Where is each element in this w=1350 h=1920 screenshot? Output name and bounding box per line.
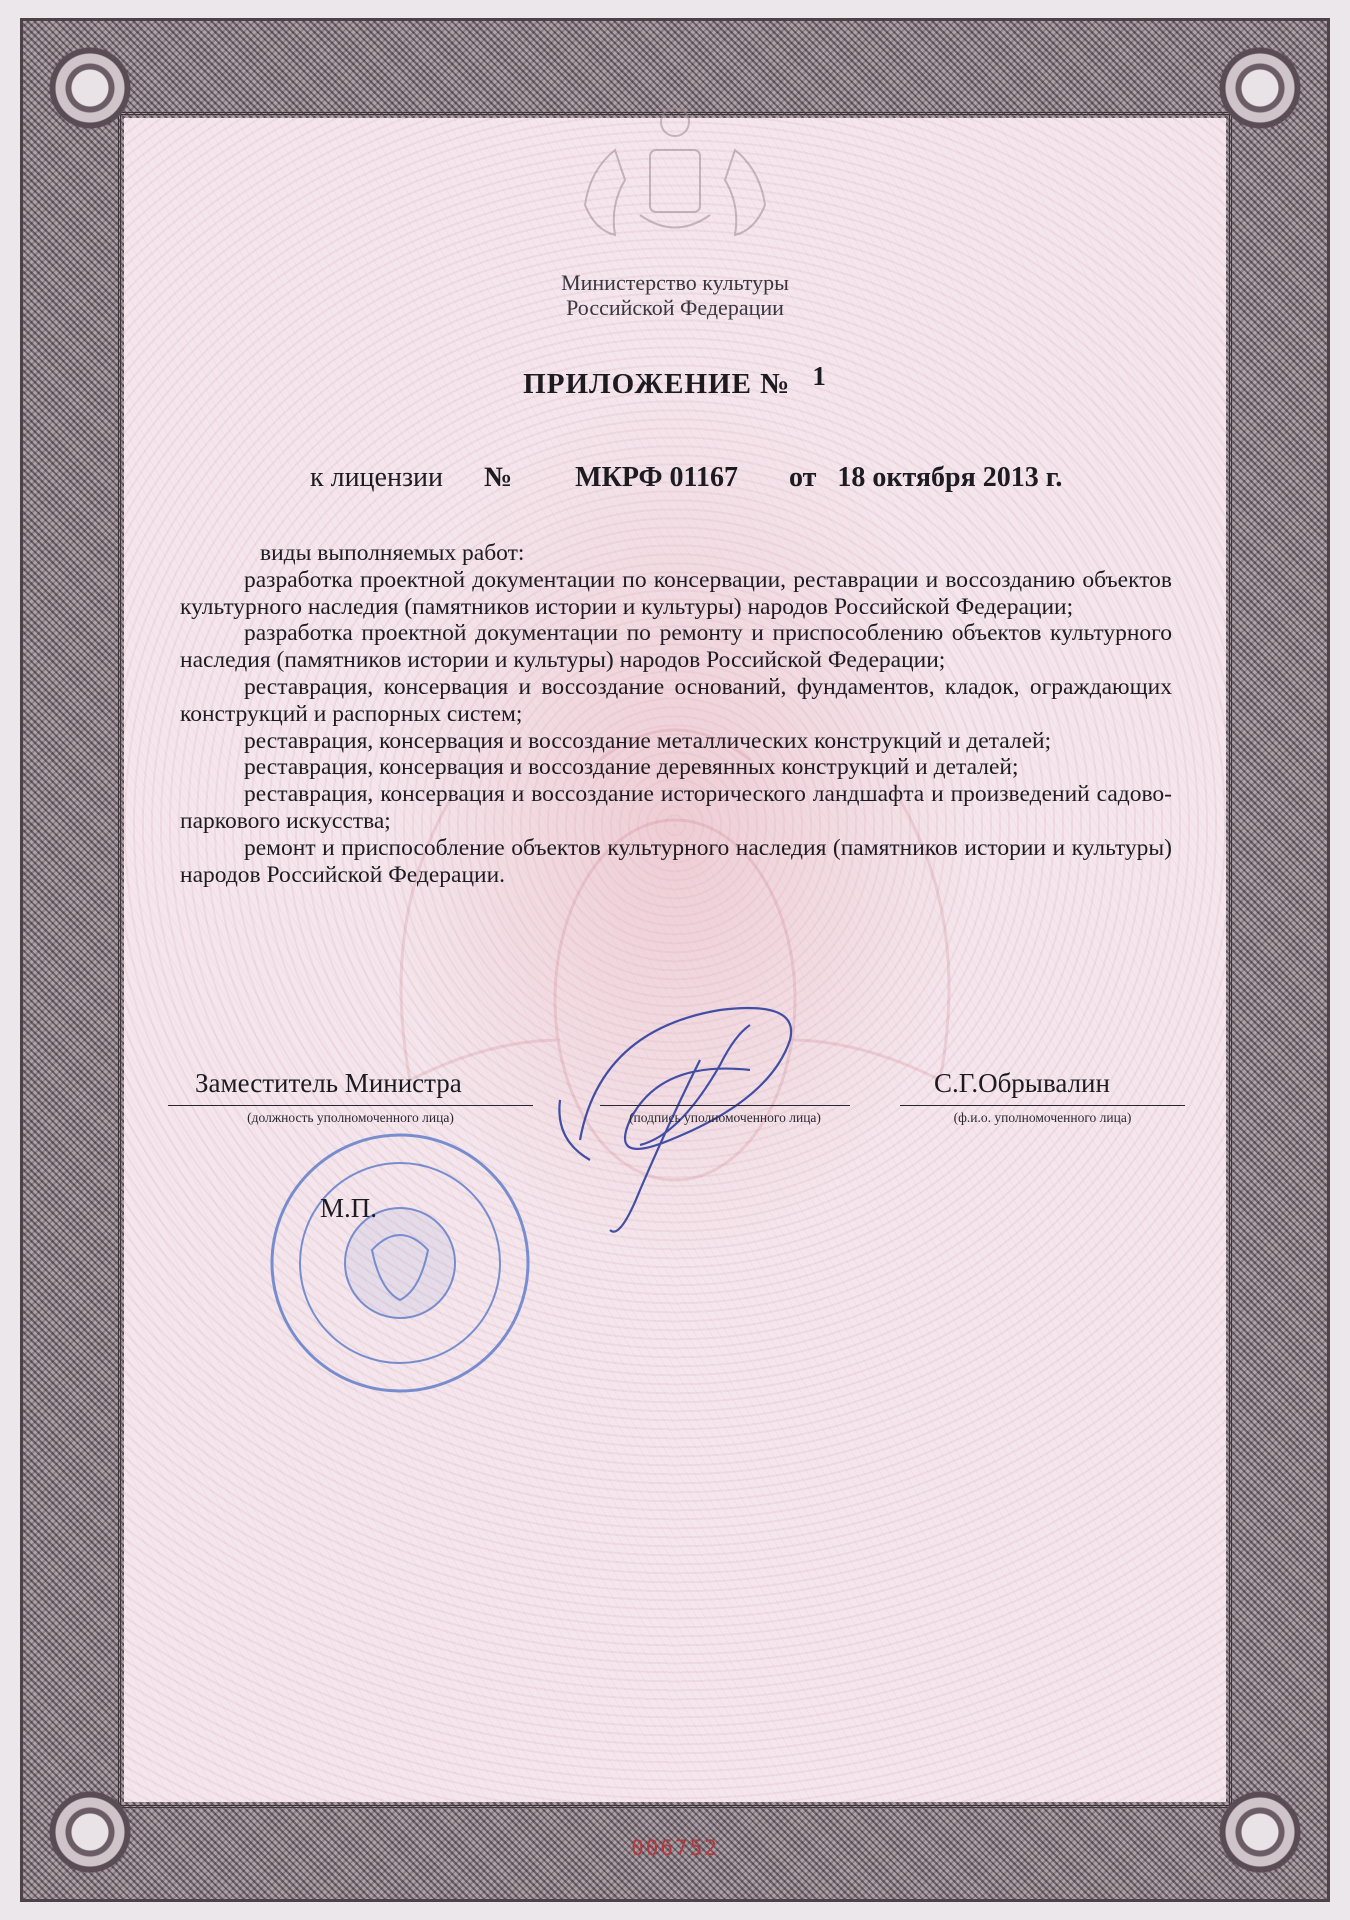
license-prefix: к лицензии <box>310 462 443 493</box>
signature-underline <box>600 1105 850 1106</box>
license-from-word: от <box>789 462 817 493</box>
name-caption: (ф.и.о. уполномоченного лица) <box>953 1110 1132 1125</box>
license-number: МКРФ 01167 <box>575 462 738 493</box>
work-item: реставрация, консервация и воссоздание металлических конструкций и деталей; <box>244 727 1052 754</box>
works-intro: виды выполняемых работ: <box>260 540 525 566</box>
work-item: разработка проектной документации по консервации, реставрации и воссозданию объектов культурного наследия (памятников истории и культуры) народов Российской Федерации; <box>180 566 1172 620</box>
coat-of-arms-emblem <box>585 108 765 235</box>
signature-caption: (подпись уполномоченного лица) <box>629 1110 821 1125</box>
issuing-authority <box>0 270 1350 320</box>
license-reference <box>310 462 1062 494</box>
work-item: реставрация, консервация и воссоздание оснований, фундаментов, кладок, ограждающих конструкций и распорных систем; <box>180 673 1172 727</box>
appendix-number: 1 <box>812 361 827 391</box>
seal-place-mark: М.П. <box>320 1193 378 1223</box>
official-seal-stamp <box>272 1135 528 1391</box>
works-list <box>180 540 1172 888</box>
ministry-line-2: Российской Федерации <box>566 295 784 320</box>
work-item: ремонт и приспособление объектов культурного наследия (памятников истории и культуры) народов Российской Федерации. <box>180 834 1172 888</box>
license-number-sign: № <box>484 462 513 493</box>
signatory-name: С.Г.Обрывалин <box>934 1068 1110 1098</box>
appendix-heading <box>0 361 1350 401</box>
position-underline <box>168 1105 533 1106</box>
signatory-position: Заместитель Министра <box>195 1068 462 1098</box>
ministry-line-1: Министерство культуры <box>561 270 789 295</box>
work-item: реставрация, консервация и воссоздание исторического ландшафта и произведений садово-паркового искусства; <box>180 781 1172 834</box>
name-underline <box>900 1105 1185 1106</box>
form-serial-number: 006752 <box>631 1836 719 1860</box>
position-caption: (должность уполномоченного лица) <box>247 1110 454 1125</box>
license-date: 18 октября 2013 г. <box>837 462 1063 493</box>
appendix-label: ПРИЛОЖЕНИЕ № <box>523 368 791 400</box>
work-item: разработка проектной документации по ремонту и приспособлению объектов культурного наследия (памятников истории и культуры) народов Российской Федерации; <box>180 620 1172 674</box>
work-item: реставрация, консервация и воссоздание деревянных конструкций и деталей; <box>244 754 1019 781</box>
